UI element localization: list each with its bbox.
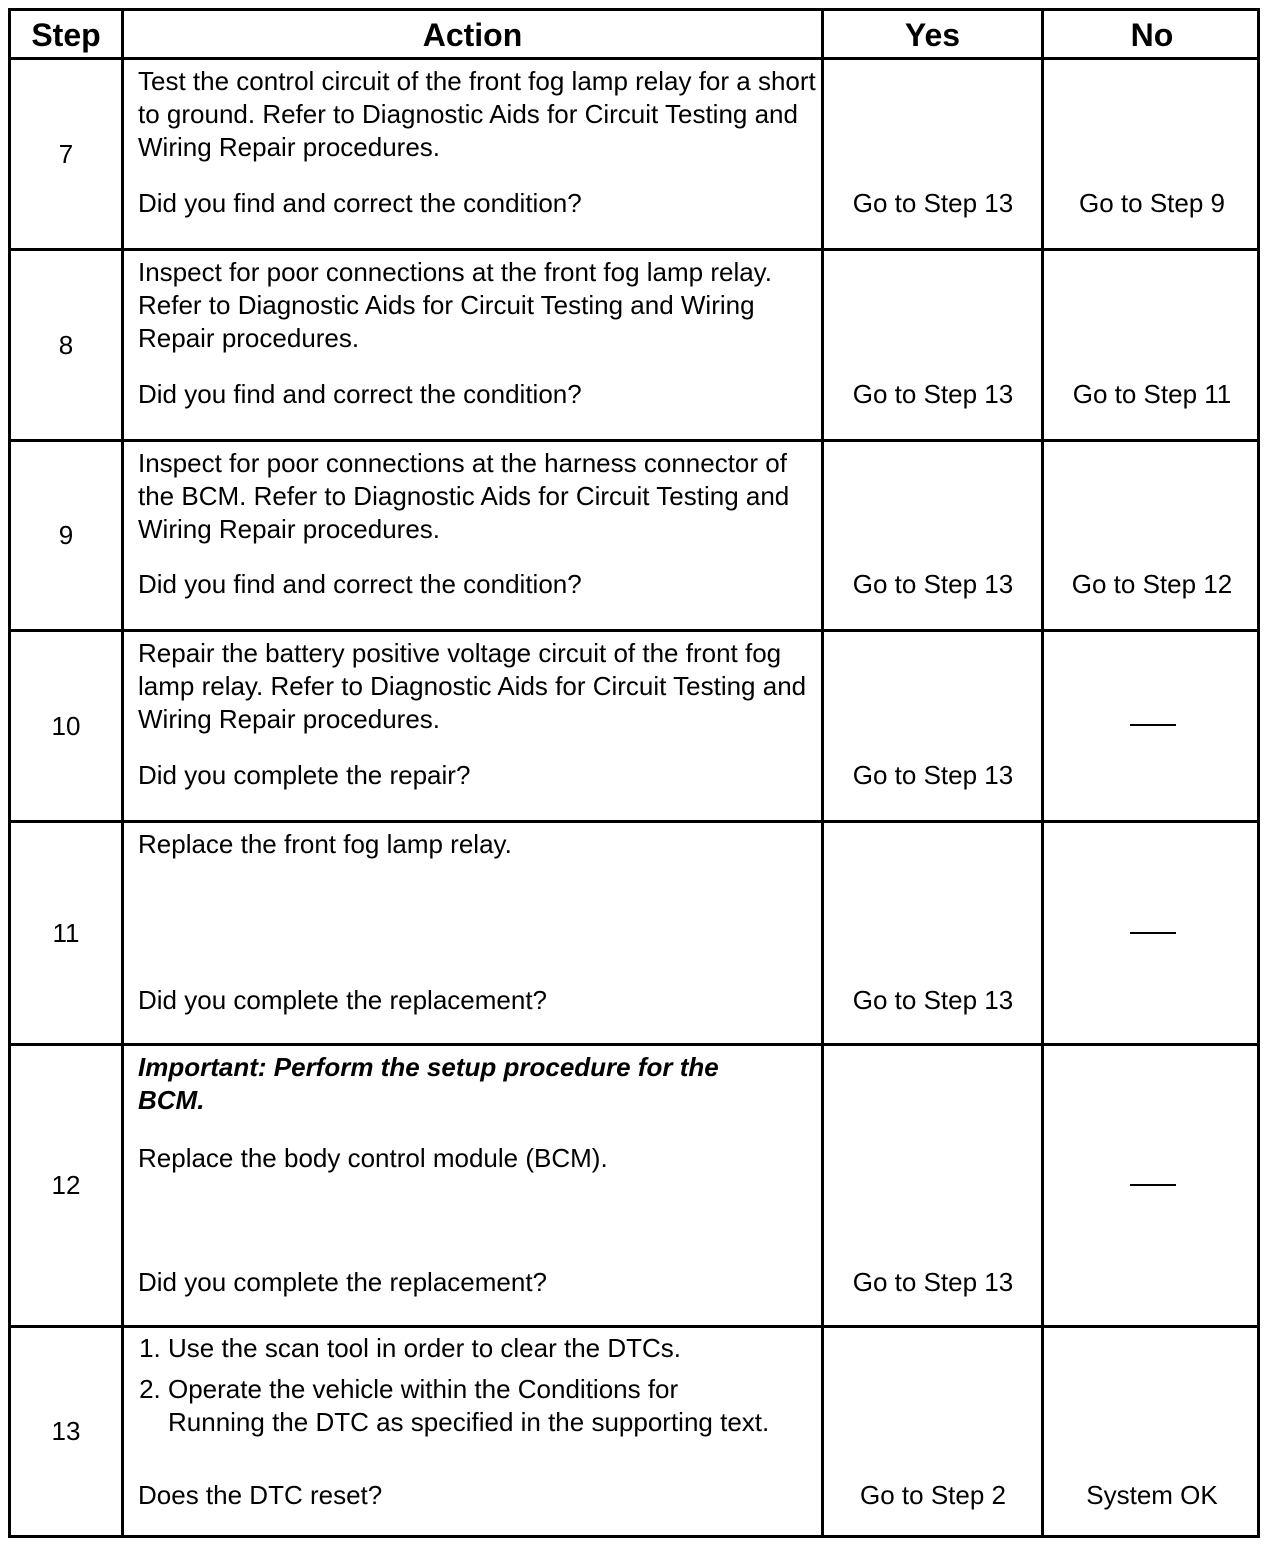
table-row bbox=[11, 1328, 1257, 1535]
action-text: Replace the front fog lamp relay. bbox=[138, 829, 512, 859]
step-number: 13 bbox=[51, 1416, 81, 1446]
step-number: 12 bbox=[51, 1170, 81, 1200]
action-text: Test the control circuit of the front fog lamp relay for a short to ground. Refer to Diagnostic Aids for Circuit Testing and Wiring Repair procedures. bbox=[138, 66, 816, 162]
step-number: 11 bbox=[52, 917, 80, 948]
header-yes: Yes bbox=[904, 16, 961, 53]
yes-result: Go to Step 13 bbox=[852, 985, 1014, 1015]
table-row bbox=[11, 823, 1257, 1043]
action-question: Does the DTC reset? bbox=[138, 1480, 383, 1510]
action-text: Repair the battery positive voltage circuit of the front fog lamp relay. Refer to Diagnostic Aids for Circuit Testing and Wiring Repair procedures. bbox=[138, 638, 807, 734]
step-number: 7 bbox=[58, 138, 74, 169]
action-question: Did you complete the replacement? bbox=[138, 1267, 548, 1297]
header-no: No bbox=[1130, 16, 1174, 53]
yes-result: Go to Step 13 bbox=[852, 379, 1014, 409]
diagnostic-table bbox=[8, 8, 1260, 1538]
yes-result: Go to Step 13 bbox=[852, 569, 1014, 599]
table-row bbox=[11, 632, 1257, 820]
action-question: Did you complete the replacement? bbox=[138, 985, 548, 1015]
action-text: Replace the body control module (BCM). bbox=[138, 1143, 608, 1173]
table-row bbox=[11, 442, 1257, 629]
list-item: 2. Operate the vehicle within the Conditions for Running the DTC as specified in the supporting text. bbox=[168, 1373, 778, 1439]
no-result: Go to Step 11 bbox=[1072, 379, 1232, 409]
header-action: Action bbox=[422, 16, 523, 53]
table-row bbox=[11, 1046, 1257, 1325]
step-number: 9 bbox=[58, 520, 74, 550]
yes-result: Go to Step 13 bbox=[852, 760, 1014, 790]
action-list bbox=[138, 1332, 778, 1439]
table-row bbox=[11, 60, 1257, 248]
step-number: 8 bbox=[58, 329, 74, 360]
no-result-dash bbox=[1130, 1184, 1176, 1186]
action-text: Inspect for poor connections at the harness connector of the BCM. Refer to Diagnostic Aids for Circuit Testing and Wiring Repair procedures. bbox=[138, 448, 790, 544]
important-note: Important: Perform the setup procedure for the BCM. bbox=[138, 1052, 719, 1115]
yes-result: Go to Step 13 bbox=[852, 188, 1014, 218]
action-question: Did you find and correct the condition? bbox=[138, 569, 582, 599]
table-row bbox=[11, 251, 1257, 439]
step-number: 10 bbox=[51, 710, 81, 741]
action-question: Did you find and correct the condition? bbox=[138, 188, 582, 218]
yes-result: Go to Step 13 bbox=[852, 1267, 1014, 1297]
no-result: Go to Step 12 bbox=[1071, 569, 1233, 599]
header-step: Step bbox=[31, 16, 101, 53]
action-text: Inspect for poor connections at the front fog lamp relay. Refer to Diagnostic Aids for Circuit Testing and Wiring Repair procedures. bbox=[138, 257, 772, 353]
no-result-dash bbox=[1130, 932, 1176, 934]
no-result-dash bbox=[1130, 724, 1176, 726]
yes-result: Go to Step 2 bbox=[860, 1480, 1006, 1510]
action-question: Did you find and correct the condition? bbox=[138, 379, 582, 409]
no-result: System OK bbox=[1086, 1480, 1218, 1510]
no-result: Go to Step 9 bbox=[1079, 188, 1225, 218]
action-list-container bbox=[138, 1332, 778, 1439]
action-question: Did you complete the repair? bbox=[138, 760, 471, 790]
list-item: 1. Use the scan tool in order to clear the DTCs. bbox=[168, 1332, 778, 1365]
